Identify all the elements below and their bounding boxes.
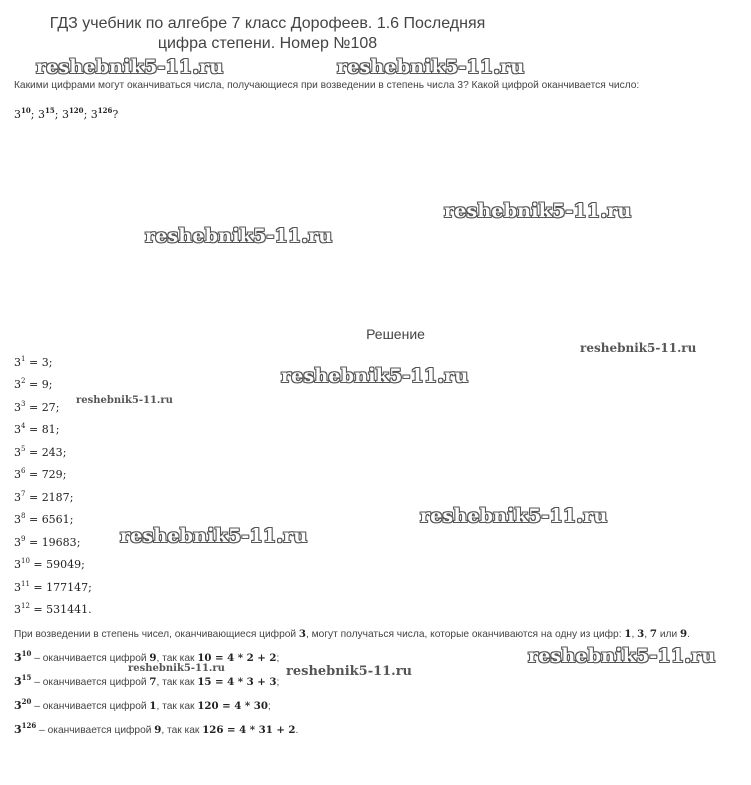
watermark: reshebnik5-11.ru	[420, 505, 608, 527]
calc-line: $3^6 = 729$;	[14, 467, 67, 481]
calc-line: $3^1 = 3$;	[14, 355, 53, 369]
watermark: reshebnik5-11.ru	[337, 56, 525, 78]
answer-line: $3^{10}$ – оканчивается цифрой 9, так как 10 = 4 * 2 + 2;	[14, 649, 280, 664]
calc-line: $3^{11} = 177147$;	[14, 580, 92, 594]
task-power: $3^{10}$;	[14, 106, 35, 121]
watermark: reshebnik5-11.ru	[286, 664, 413, 679]
watermark: reshebnik5-11.ru	[120, 525, 308, 547]
calc-line: $3^{12} = 531441$.	[14, 602, 92, 616]
calc-line: $3^3 = 27$;	[14, 400, 60, 414]
task-power: $3^{120}$;	[61, 106, 88, 121]
watermark: reshebnik5-11.ru	[145, 225, 333, 247]
task-power: $3^{126}$?	[90, 106, 119, 121]
page-title	[0, 14, 535, 54]
calc-line: $3^4 = 81$;	[14, 422, 60, 436]
answer-line: $3^{20}$ – оканчивается цифрой 1, так как 120 = 4 * 30;	[14, 697, 271, 712]
calc-line: $3^9 = 19683$;	[14, 535, 81, 549]
watermark: reshebnik5-11.ru	[281, 365, 469, 387]
watermark: reshebnik5-11.ru	[128, 663, 225, 674]
task-power: $3^{15}$;	[37, 106, 59, 121]
solution-heading: Решение	[366, 326, 425, 342]
watermark: reshebnik5-11.ru	[528, 645, 716, 667]
answer-line: $3^{15}$ – оканчивается цифрой 7, так как 15 = 4 * 3 + 3;	[14, 673, 280, 688]
page-title-line-2: цифра степени. Номер №108	[157, 35, 378, 52]
calc-line: $3^8 = 6561$;	[14, 512, 74, 526]
watermark: reshebnik5-11.ru	[36, 56, 224, 78]
page-title-line-1: ГДЗ учебник по алгебре 7 класс Дорофеев. 1.6 Последняя	[49, 15, 486, 32]
conclusion-paragraph: При возведении в степень чисел, оканчивающиеся цифрой 3, могут получаться числа, которые оканчиваются на одну из цифр: 1, 3, 7 или 9.	[14, 628, 690, 640]
watermark: reshebnik5-11.ru	[444, 200, 632, 222]
watermark: reshebnik5-11.ru	[580, 341, 697, 355]
calc-line: $3^{10} = 59049$;	[14, 557, 85, 571]
calc-line: $3^7 = 2187$;	[14, 490, 74, 504]
calc-line: $3^2 = 9$;	[14, 377, 53, 391]
task-text: Какими цифрами могут оканчиваться числа, получающиеся при возведении в степень числа 3? Какой цифрой оканчивается число:	[14, 80, 640, 91]
calc-line: $3^5 = 243$;	[14, 445, 67, 459]
watermark: reshebnik5-11.ru	[76, 395, 173, 406]
answer-line: $3^{126}$ – оканчивается цифрой 9, так как 126 = 4 * 31 + 2.	[14, 721, 299, 736]
task-powers	[14, 108, 118, 121]
